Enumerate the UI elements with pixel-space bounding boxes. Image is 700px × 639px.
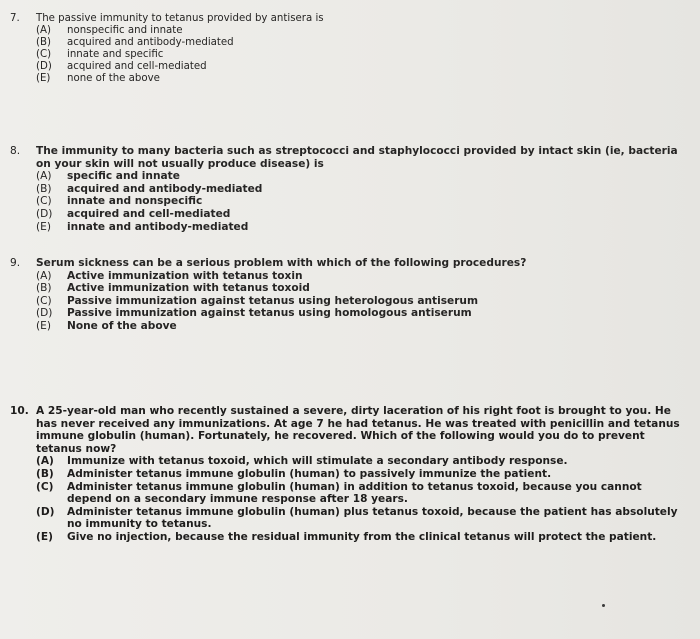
option-letter: (A) (36, 269, 52, 282)
question-text: A 25-year-old man who recently sustained a severe, dirty laceration of his right foot is brought to you. He has never received any immunizations. At age 7 he had tetanus. He was treated with penicillin and tetanus immune globulin (human). Fortunately, he recovered. Which of the following would you do to prevent tetanus now? (36, 405, 680, 455)
option-letter: (C) (36, 480, 54, 493)
answer-option-d (36, 506, 690, 531)
answer-option-c (36, 49, 690, 61)
question-8 (10, 145, 690, 233)
answer-option-a (36, 270, 690, 283)
answer-option-b (36, 282, 690, 295)
option-letter: (A) (36, 25, 51, 36)
option-text: acquired and antibody-mediated (67, 37, 234, 48)
option-text: acquired and antibody-mediated (67, 182, 263, 195)
question-number: 10. (10, 405, 29, 417)
question-10 (10, 405, 690, 544)
option-letter: (E) (36, 220, 51, 233)
question-stem (10, 145, 690, 170)
ink-dot (602, 604, 605, 607)
option-text: Give no injection, because the residual immunity from the clinical tetanus will protect the patient. (67, 530, 657, 543)
option-letter: (A) (36, 170, 52, 183)
question-text: The passive immunity to tetanus provided by antisera is (36, 13, 324, 24)
option-text: acquired and cell-mediated (67, 61, 207, 72)
question-text: The immunity to many bacteria such as streptococci and staphylococci provided by intact skin (ie, bacteria on your skin will not usually produce disease) is (36, 145, 678, 170)
option-text: specific and innate (67, 170, 180, 183)
option-letter: (D) (36, 61, 52, 72)
option-text: innate and nonspecific (67, 195, 203, 208)
option-text: Administer tetanus immune globulin (human) in addition to tetanus toxoid, because you cannot depend on a secondary immune response after 18 years. (67, 480, 642, 506)
answer-option-b (36, 183, 690, 196)
answer-options (10, 455, 690, 543)
option-text: innate and specific (67, 49, 164, 60)
option-letter: (C) (36, 294, 52, 307)
option-text: Active immunization with tetanus toxin (67, 269, 303, 282)
answer-option-a (36, 455, 690, 468)
answer-option-d (36, 307, 690, 320)
option-text: Active immunization with tetanus toxoid (67, 282, 310, 295)
answer-options (10, 270, 690, 333)
option-text: Immunize with tetanus toxoid, which will stimulate a secondary antibody response. (67, 455, 568, 468)
question-9 (10, 257, 690, 333)
answer-options (10, 25, 690, 85)
answer-option-a (36, 25, 690, 37)
option-letter: (B) (36, 467, 54, 480)
answer-option-e (36, 221, 690, 234)
option-text: None of the above (67, 319, 177, 332)
question-number: 7. (10, 13, 20, 24)
option-letter: (E) (36, 319, 51, 332)
option-text: acquired and cell-mediated (67, 207, 231, 220)
option-text: Administer tetanus immune globulin (human) to passively immunize the patient. (67, 467, 552, 480)
answer-options (10, 170, 690, 233)
answer-option-e (36, 531, 690, 544)
answer-option-b (36, 37, 690, 49)
option-letter: (B) (36, 182, 52, 195)
option-letter: (D) (36, 207, 53, 220)
option-text: Passive immunization against tetanus using heterologous antiserum (67, 294, 478, 307)
question-number: 8. (10, 145, 21, 157)
option-letter: (E) (36, 73, 51, 84)
option-text: Passive immunization against tetanus using homologous antiserum (67, 307, 472, 320)
option-letter: (E) (36, 530, 53, 543)
option-letter: (C) (36, 195, 52, 208)
answer-option-d (36, 208, 690, 221)
option-text: innate and antibody-mediated (67, 220, 249, 233)
answer-option-c (36, 481, 690, 506)
question-stem (10, 405, 690, 455)
answer-option-c (36, 195, 690, 208)
question-stem (10, 257, 690, 270)
answer-option-e (36, 73, 690, 85)
option-letter: (B) (36, 282, 52, 295)
question-text: Serum sickness can be a serious problem with which of the following procedures? (36, 257, 527, 269)
option-text: nonspecific and innate (67, 25, 183, 36)
question-7 (10, 13, 690, 85)
answer-option-d (36, 61, 690, 73)
option-letter: (D) (36, 307, 53, 320)
option-text: none of the above (67, 73, 160, 84)
answer-option-b (36, 468, 690, 481)
question-number: 9. (10, 257, 21, 269)
answer-option-e (36, 320, 690, 333)
answer-option-a (36, 170, 690, 183)
question-stem (10, 13, 690, 25)
option-text: Administer tetanus immune globulin (human) plus tetanus toxoid, because the patient has absolutely no immunity to tetanus. (67, 505, 678, 531)
option-letter: (D) (36, 505, 55, 518)
option-letter: (C) (36, 49, 52, 60)
answer-option-c (36, 295, 690, 308)
option-letter: (A) (36, 455, 54, 468)
option-letter: (B) (36, 37, 51, 48)
